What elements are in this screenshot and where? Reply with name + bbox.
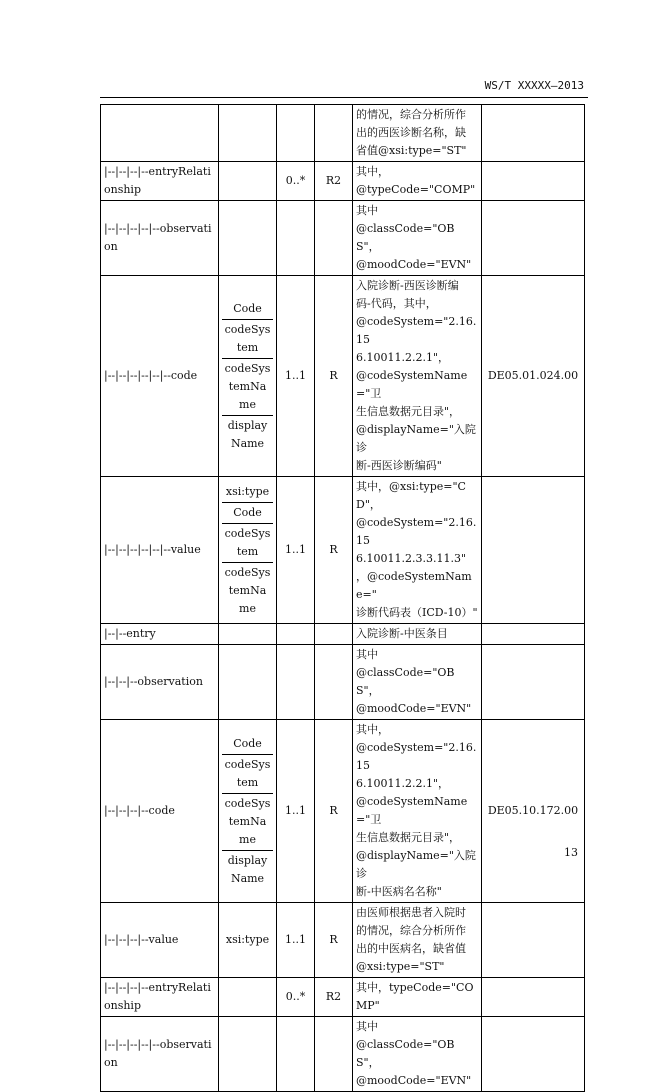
attribute-cell xyxy=(219,720,277,903)
conformance-cell: R2 xyxy=(315,978,353,1017)
data-element-id-cell: DE05.01.024.00 xyxy=(482,276,585,477)
attribute-item: codeSystemName xyxy=(222,358,273,415)
attribute-list xyxy=(222,734,273,889)
attribute-item: xsi:type xyxy=(225,933,270,946)
conformance-cell xyxy=(315,645,353,720)
attribute-item: codeSystemName xyxy=(222,562,273,619)
attribute-cell xyxy=(219,624,277,645)
data-element-id-cell xyxy=(482,105,585,162)
element-name-cell: |--|--|--|--entryRelationship xyxy=(101,978,219,1017)
element-name-cell: |--|--|--|--code xyxy=(101,720,219,903)
conformance-cell xyxy=(315,624,353,645)
description-cell: 入院诊断-中医条目 xyxy=(353,624,482,645)
attribute-item: displayName xyxy=(222,850,273,889)
attribute-item: displayName xyxy=(222,415,273,454)
cardinality-cell: 0..* xyxy=(277,162,315,201)
element-name-cell: |--|--|--|--value xyxy=(101,903,219,978)
attribute-item: codeSystemName xyxy=(222,793,273,850)
attribute-item: codeSystem xyxy=(222,523,273,562)
attribute-list xyxy=(222,930,273,950)
table-row xyxy=(101,903,585,978)
data-element-id-cell xyxy=(482,201,585,276)
cardinality-cell: 1..1 xyxy=(277,903,315,978)
table-row xyxy=(101,201,585,276)
element-name-cell: |--|--|--|--|--observation xyxy=(101,1017,219,1092)
element-name-cell: |--|--|--observation xyxy=(101,645,219,720)
description-cell: 其中 @classCode="OBS"， @moodCode="EVN" xyxy=(353,1017,482,1092)
table-row xyxy=(101,978,585,1017)
data-element-id-cell xyxy=(482,624,585,645)
description-cell: 其中， @codeSystem="2.16.15 6.10011.2.2.1"， @codeSystemName="卫 生信息数据元目录"， @displayName="入院诊 断-中医病名名称" xyxy=(353,720,482,903)
data-element-id-cell xyxy=(482,978,585,1017)
data-element-id-cell xyxy=(482,1017,585,1092)
attribute-cell xyxy=(219,645,277,720)
attribute-cell xyxy=(219,477,277,624)
conformance-cell: R xyxy=(315,720,353,903)
conformance-cell: R xyxy=(315,903,353,978)
element-name-cell xyxy=(101,105,219,162)
data-element-id-cell xyxy=(482,645,585,720)
description-cell: 其中，@xsi:type="CD"， @codeSystem="2.16.15 6.10011.2.3.3.11.3" ，@codeSystemName=" 诊断代码表（ICD-10）" xyxy=(353,477,482,624)
cardinality-cell: 1..1 xyxy=(277,477,315,624)
conformance-cell xyxy=(315,1017,353,1092)
conformance-cell: R xyxy=(315,477,353,624)
element-name-cell: |--|--|--|--entryRelationship xyxy=(101,162,219,201)
spec-table-body xyxy=(101,105,585,1092)
cardinality-cell xyxy=(277,1017,315,1092)
cardinality-cell: 1..1 xyxy=(277,720,315,903)
description-cell: 其中， @typeCode="COMP" xyxy=(353,162,482,201)
attribute-item: Code xyxy=(233,301,262,315)
cardinality-cell xyxy=(277,201,315,276)
cardinality-cell xyxy=(277,105,315,162)
table-row xyxy=(101,1017,585,1092)
table-row xyxy=(101,477,585,624)
table-row xyxy=(101,276,585,477)
header-rule xyxy=(100,97,588,98)
attribute-item: Code xyxy=(222,502,273,523)
element-name-cell: |--|--|--|--|--|--code xyxy=(101,276,219,477)
table-row xyxy=(101,720,585,903)
element-name-cell: |--|--|--|--|--|--value xyxy=(101,477,219,624)
element-name-cell: |--|--|--|--|--observation xyxy=(101,201,219,276)
attribute-cell xyxy=(219,201,277,276)
description-cell: 其中 @classCode="OBS"， @moodCode="EVN" xyxy=(353,201,482,276)
description-cell: 其中 @classCode="OBS"， @moodCode="EVN" xyxy=(353,645,482,720)
description-cell: 其中，typeCode="COMP" xyxy=(353,978,482,1017)
attribute-item: xsi:type xyxy=(225,484,270,498)
attribute-list xyxy=(222,482,273,619)
table-row xyxy=(101,624,585,645)
table-row xyxy=(101,105,585,162)
conformance-cell xyxy=(315,201,353,276)
element-name-cell: |--|--entry xyxy=(101,624,219,645)
data-element-id-cell: DE05.10.172.00 xyxy=(482,720,585,903)
description-cell: 的情况，综合分析所作 出的西医诊断名称，缺 省值@xsi:type="ST" xyxy=(353,105,482,162)
page-number: 13 xyxy=(564,846,578,859)
attribute-cell xyxy=(219,903,277,978)
cardinality-cell xyxy=(277,645,315,720)
table-row xyxy=(101,645,585,720)
attribute-item: codeSystem xyxy=(222,319,273,358)
cardinality-cell: 1..1 xyxy=(277,276,315,477)
spec-table xyxy=(100,104,585,1092)
data-element-id-cell xyxy=(482,903,585,978)
attribute-list xyxy=(222,299,273,454)
description-cell: 由医师根据患者入院时 的情况，综合分析所作 出的中医病名，缺省值 @xsi:type="ST" xyxy=(353,903,482,978)
attribute-cell xyxy=(219,978,277,1017)
conformance-cell xyxy=(315,105,353,162)
data-element-id-cell xyxy=(482,477,585,624)
conformance-cell: R xyxy=(315,276,353,477)
standard-code: WS/T XXXXX—2013 xyxy=(484,79,584,92)
data-element-id-cell xyxy=(482,162,585,201)
attribute-cell xyxy=(219,276,277,477)
table-row xyxy=(101,162,585,201)
conformance-cell: R2 xyxy=(315,162,353,201)
attribute-cell xyxy=(219,1017,277,1092)
cardinality-cell: 0..* xyxy=(277,978,315,1017)
attribute-item: Code xyxy=(233,736,262,750)
description-cell: 入院诊断-西医诊断编 码-代码，其中， @codeSystem="2.16.15 6.10011.2.2.1"， @codeSystemName="卫 生信息数据元目录"， @displayName="入院诊 断-西医诊断编码" xyxy=(353,276,482,477)
attribute-cell xyxy=(219,105,277,162)
attribute-item: codeSystem xyxy=(222,754,273,793)
attribute-cell xyxy=(219,162,277,201)
cardinality-cell xyxy=(277,624,315,645)
